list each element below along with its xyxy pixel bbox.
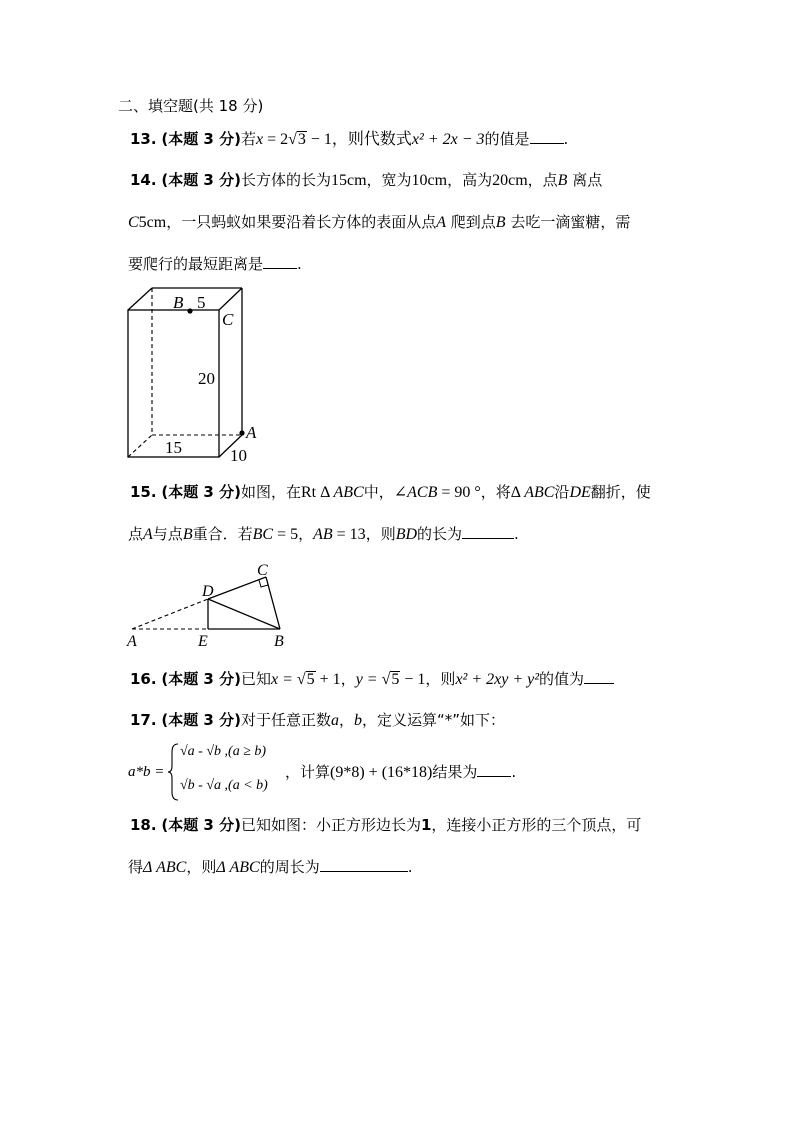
question-18-line-1: 18. (本题 3 分)已知如图：小正方形边长为1，连接小正方形的三个顶点，可 [130, 816, 642, 834]
question-number: 13. [130, 130, 157, 148]
answer-blank [530, 129, 564, 144]
segment-db [208, 599, 280, 629]
math-expression: x² + 2xy + y² [455, 671, 540, 688]
label-5: 5 [197, 293, 206, 312]
point-b-dot [187, 308, 192, 313]
cuboid-edge [128, 288, 152, 310]
piecewise-brace [168, 742, 180, 802]
label-b: B [173, 293, 184, 312]
math-expression: x² + 2x − 3 [411, 131, 485, 148]
point-a-dot [239, 430, 244, 435]
question-16: 16. (本题 3 分)已知x = √5 + 1，y = √5 − 1，则x² + 2xy + y²的值为 [130, 669, 614, 690]
answer-blank [584, 669, 614, 684]
segment-dc [208, 577, 266, 599]
question-points: (本题 3 分) [161, 130, 241, 148]
question-15-line-2: 点A与点B重合．若BC = 5，AB = 13，则BD的长为 . [128, 525, 519, 543]
cuboid-edge [219, 288, 242, 310]
question-number: 16. [130, 670, 157, 688]
segment-ad-dashed [132, 599, 208, 629]
question-15-line-1: 15. (本题 3 分)如图，在Rt Δ ABC中，∠ACB = 90 °，将Δ ABC沿DE翻折，使 [130, 483, 651, 501]
question-number: 18. [130, 816, 157, 834]
question-17-line-1: 17. (本题 3 分)对于任意正数a，b，定义运算“*”如下： [130, 711, 506, 729]
label-c: C [222, 310, 234, 329]
question-number: 14. [130, 171, 157, 189]
question-number: 17. [130, 711, 157, 729]
sqrt-radicand: 3 [297, 131, 306, 148]
question-17-line-2: ，计算(9*8) + (16*18)结果为 . [285, 763, 517, 781]
piecewise-lhs: a*b = [128, 764, 165, 780]
sqrt-radicand: 5 [306, 671, 315, 688]
label-a: A [127, 633, 137, 650]
cuboid-hidden-edge [128, 435, 152, 457]
cuboid-figure [120, 280, 260, 470]
question-14-line-2: C5cm，一只蚂蚁如果要沿着长方体的表面从点A 爬到点B 去吃一滴蜜糖，需 [128, 213, 631, 231]
label-10: 10 [230, 446, 247, 465]
label-20: 20 [198, 369, 215, 388]
question-14-line-3: 要爬行的最短距离是 . [128, 255, 302, 273]
segment-bc [266, 577, 280, 629]
triangle-fold-figure [122, 556, 302, 652]
piecewise-case-2: √b - √a ,(a < b) [180, 778, 268, 793]
sqrt-radicand: 5 [391, 671, 400, 688]
section-title: 二、填空题(共 18 分) [118, 97, 264, 115]
label-c: C [257, 562, 268, 579]
question-points: (本题 3 分) [161, 711, 241, 729]
answer-blank [320, 857, 408, 872]
question-points: (本题 3 分) [161, 171, 241, 189]
question-14-line-1: 14. (本题 3 分)长方体的长为15cm，宽为10cm，高为20cm，点B 离点 [130, 171, 603, 189]
label-d: D [202, 583, 214, 600]
label-b: B [274, 633, 284, 650]
question-points: (本题 3 分) [161, 670, 241, 688]
label-e: E [198, 633, 208, 650]
question-number: 15. [130, 483, 157, 501]
question-18-line-2: 得Δ ABC，则Δ ABC的周长为 . [128, 858, 413, 876]
math-expression: (9*8) + (16*18) [330, 764, 433, 781]
question-points: (本题 3 分) [161, 816, 241, 834]
answer-blank [263, 254, 297, 269]
question-13: 13. (本题 3 分)若x = 2√3 − 1，则代数式x² + 2x − 3的值是 . [130, 130, 569, 148]
question-points: (本题 3 分) [161, 483, 241, 501]
label-15: 15 [165, 438, 182, 457]
piecewise-case-1: √a - √b ,(a ≥ b) [180, 744, 267, 759]
answer-blank [477, 762, 511, 777]
answer-blank [462, 524, 514, 539]
label-a: A [246, 423, 257, 442]
